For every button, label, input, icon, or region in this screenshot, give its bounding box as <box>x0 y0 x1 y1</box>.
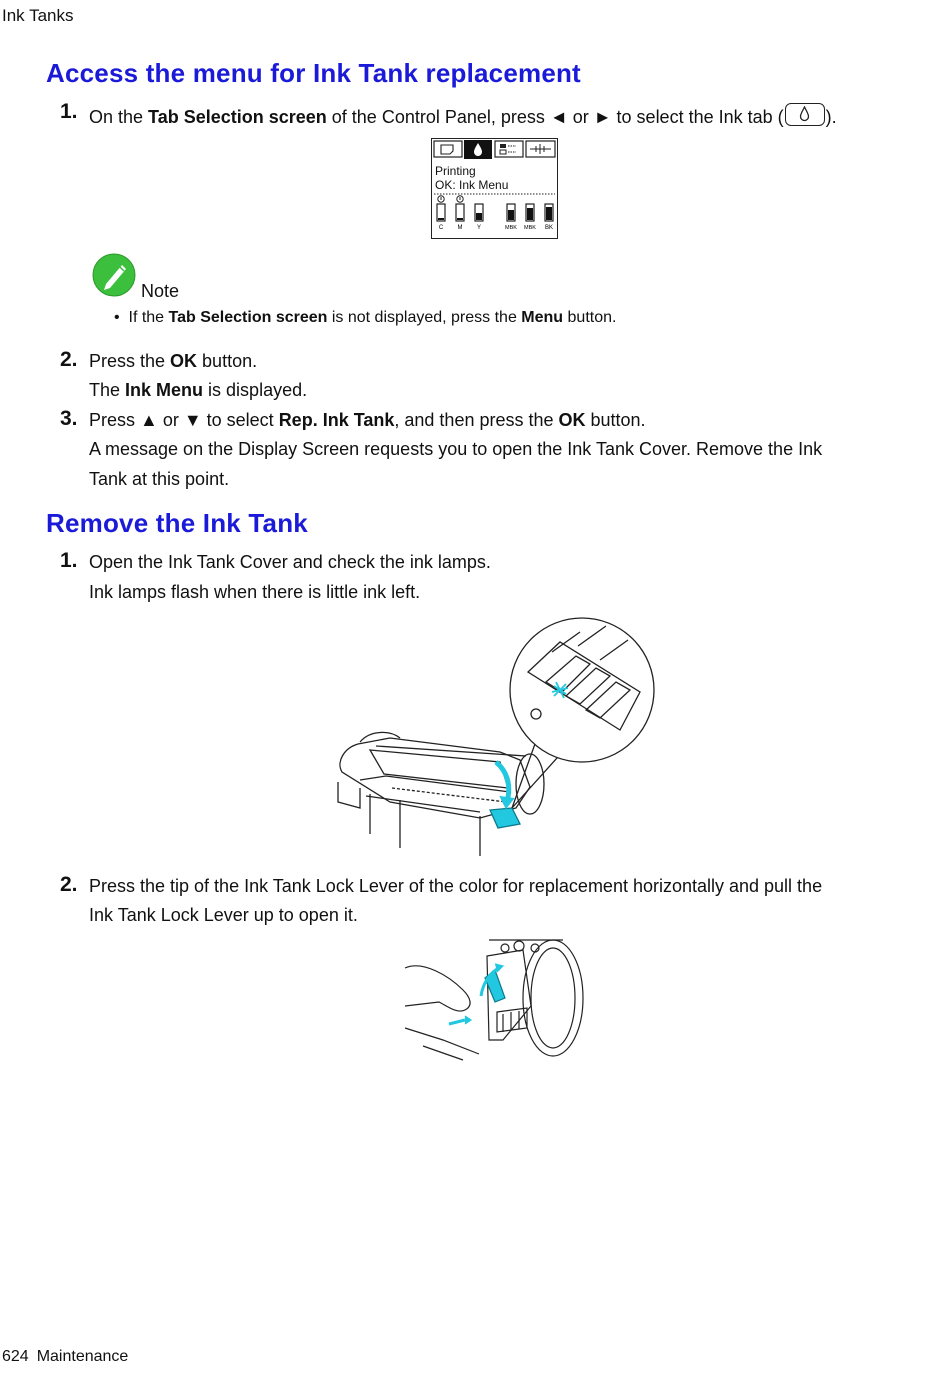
step-3-text: Press ▲ or ▼ to select Rep. Ink Tank, and then press the OK button. <box>89 410 646 430</box>
step-number: 3. <box>60 407 78 430</box>
page-footer <box>2 1348 136 1366</box>
note-bullet-text: • If the Tab Selection screen is not displayed, press the Menu button. <box>114 309 617 326</box>
step-3-detail-line1: A message on the Display Screen requests you to open the Ink Tank Cover. Remove the Ink <box>89 439 823 459</box>
lcd-menu-line: OK: Ink Menu <box>435 178 509 192</box>
lcd-status-line: Printing <box>435 164 476 178</box>
remove-step-1-detail: Ink lamps flash when there is little ink left. <box>89 582 421 602</box>
ink-tank-lock-lever-illustration <box>403 936 588 1061</box>
remove-step-2-text-cont: Ink Tank Lock Lever up to open it. <box>89 905 358 925</box>
step-2-result: The Ink Menu is displayed. <box>89 380 308 400</box>
tank-label: MBK <box>524 225 536 231</box>
running-head: Ink Tanks <box>2 6 74 25</box>
ink-drop-icon <box>785 103 825 126</box>
step-2-text: Press the OK button. <box>89 351 258 371</box>
step-1-text: On the Tab Selection screen of the Control Panel, press ◄ or ► to select the Ink tab ( ). <box>89 103 837 128</box>
step-number: 1. <box>60 549 78 572</box>
tank-label: M <box>457 225 463 231</box>
control-panel-display <box>431 138 558 239</box>
step-number: 1. <box>60 100 78 123</box>
tank-label: MBK <box>505 225 517 231</box>
section-title-access-menu: Access the menu for Ink Tank replacement <box>46 58 581 88</box>
printer-ink-cover-illustration <box>330 612 660 867</box>
tab-paper <box>434 141 462 157</box>
remove-step-1-text: Open the Ink Tank Cover and check the ink lamps. <box>89 552 491 572</box>
section-title-remove-ink-tank: Remove the Ink Tank <box>46 508 308 538</box>
note-label: Note <box>141 281 180 301</box>
ink-level-gauges <box>432 193 557 238</box>
footer-section: Maintenance <box>36 1348 129 1365</box>
tab-settings <box>495 141 523 157</box>
tank-label: Y <box>476 225 482 231</box>
tank-label: BK <box>544 225 554 231</box>
tab-bar <box>432 139 557 161</box>
step-number: 2. <box>60 873 78 896</box>
remove-step-2-text: Press the tip of the Ink Tank Lock Lever of the color for replacement horizontally and pull the <box>89 876 823 896</box>
step-number: 2. <box>60 348 78 371</box>
note-pencil-icon <box>92 253 138 299</box>
step-3-detail-line2: Tank at this point. <box>89 469 230 489</box>
tank-label: C <box>438 225 444 231</box>
page-number: 624 <box>2 1348 29 1365</box>
